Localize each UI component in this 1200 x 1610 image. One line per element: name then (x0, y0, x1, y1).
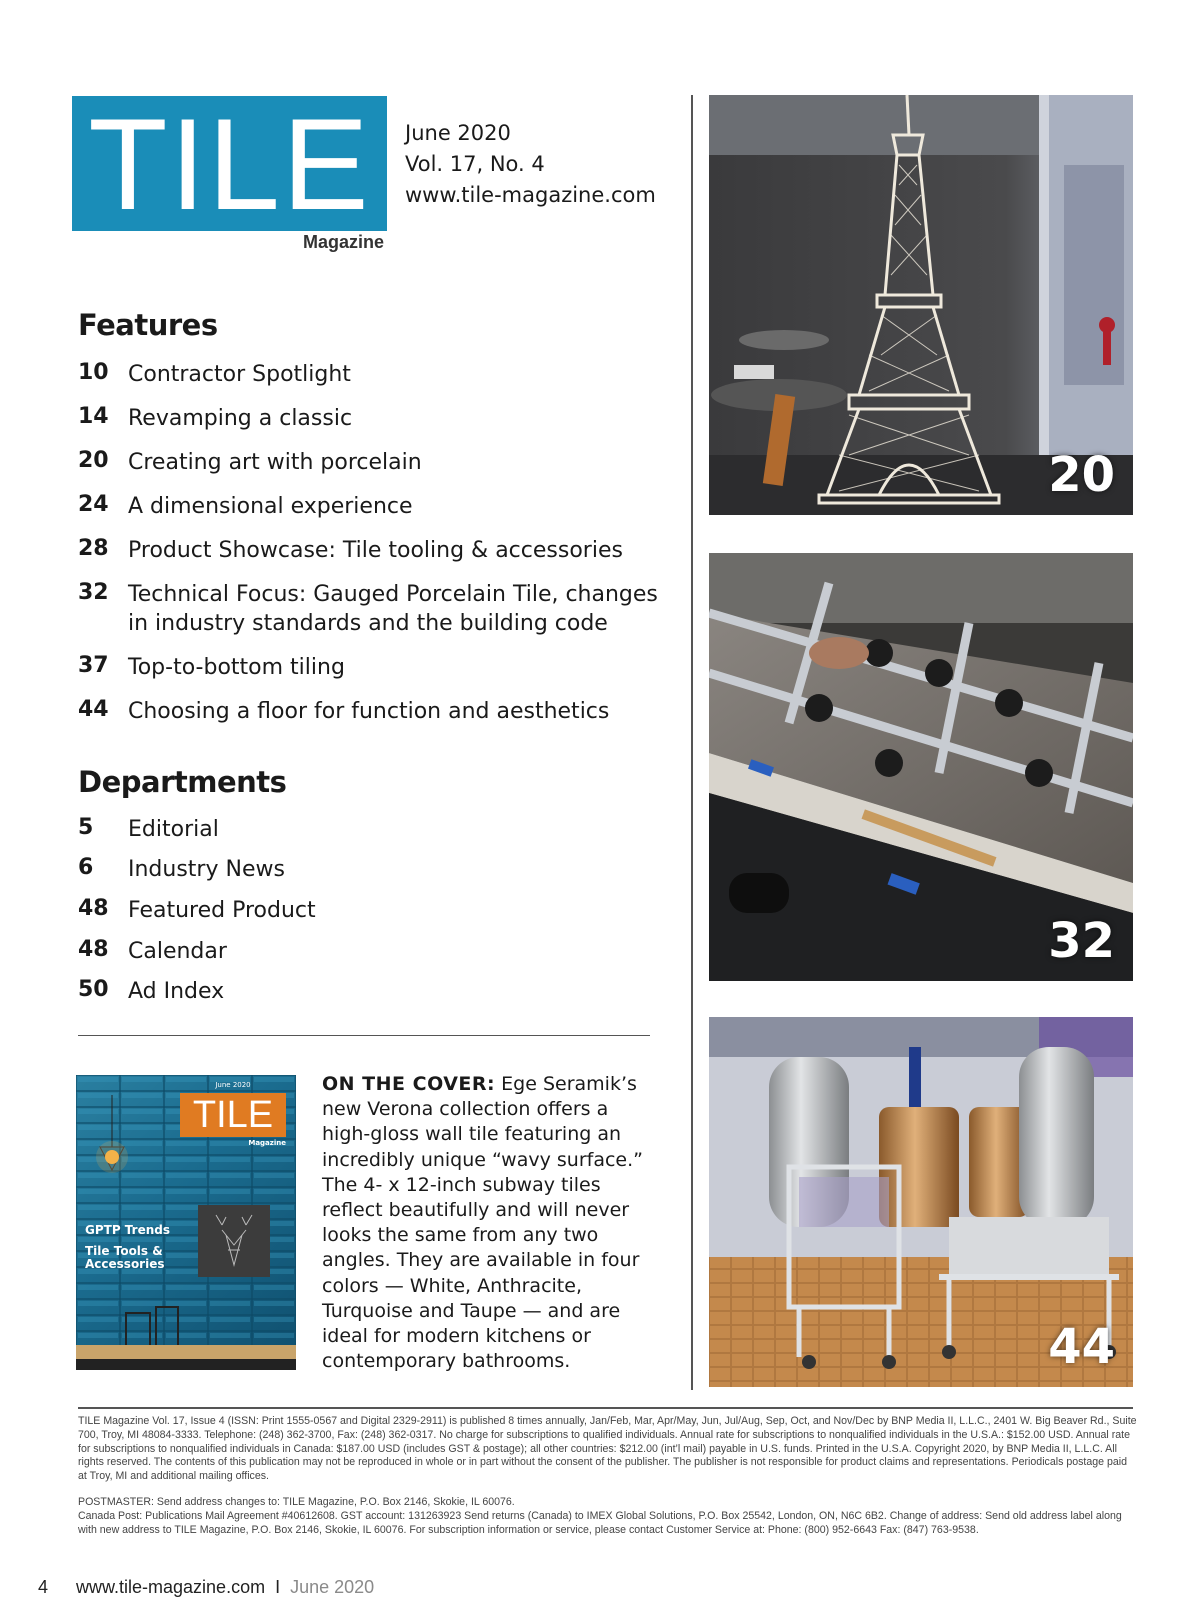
footer-date: June 2020 (290, 1577, 375, 1597)
tile-logo (72, 96, 387, 231)
cover-blurb-body: Ege Seramik’s new Verona collection offers a high-gloss wall tile featuring an incredibly unique “wavy surface.” The 4- x 12-inch subway tiles reflect beautifully and will never looks the same from any two angles. They are available in four colors — White, Anthracite, Turquoise and Taupe — and are ideal for modern kitchens or contemporary bathrooms. (322, 1073, 643, 1373)
canada-post-notice: Canada Post: Publications Mail Agreement #40612608. GST account: 131263923 Send returns (Canada) to IMEX Global Solutions, P.O. Box 25542, London, ON, N6C 6B2. Change of address: Send old address label along with new address to TILE Magazine, P.O. Box 2146, Skokie, IL 60076. For subscription information or service, please contact Customer Service at: Phone: (800) 952-6643 Fax: (847) 763-9538. (78, 1510, 1122, 1536)
toc-label: Technical Focus: Gauged Porcelain Tile, changes in industry standards and the building code (128, 582, 658, 636)
toc-page: 5 (78, 815, 94, 840)
toc-label: Featured Product (128, 898, 316, 923)
logo-subtitle: Magazine (302, 232, 384, 252)
toc-entry[interactable] (78, 896, 678, 925)
toc-entry[interactable] (78, 536, 678, 565)
column-divider (691, 95, 693, 1390)
toc-page: 44 (78, 697, 109, 722)
issue-volume: Vol. 17, No. 4 (405, 152, 545, 176)
photo-tile-installation[interactable] (709, 553, 1133, 981)
cover-blurb-lead: ON THE COVER: (322, 1073, 496, 1095)
toc-entry[interactable] (78, 937, 678, 966)
toc-page: 10 (78, 360, 109, 385)
issue-date: June 2020 (405, 121, 511, 145)
toc-label: Ad Index (128, 979, 225, 1004)
toc-page: 20 (78, 448, 109, 473)
postmaster-notice: POSTMASTER: Send address changes to: TILE Magazine, P.O. Box 2146, Skokie, IL 60076. (78, 1496, 515, 1508)
toc-page: 48 (78, 937, 109, 962)
departments-heading: Departments (78, 765, 287, 799)
toc-entry[interactable] (78, 448, 678, 477)
toc-entry[interactable] (78, 492, 678, 521)
cover-thumbnail[interactable] (76, 1075, 296, 1370)
toc-page: 48 (78, 896, 109, 921)
cover-headline-2: Tile Tools & Accessories (85, 1244, 165, 1271)
issue-info (405, 118, 656, 211)
issue-website[interactable]: www.tile-magazine.com (405, 183, 656, 207)
photo-page-label: 32 (1048, 913, 1115, 969)
toc-entry[interactable] (78, 697, 678, 726)
toc-page: 6 (78, 855, 94, 880)
toc-entry[interactable] (78, 653, 678, 682)
page-number: 4 (38, 1577, 49, 1597)
cover-date: June 2020 (215, 1081, 251, 1089)
footer-divider (78, 1407, 1133, 1409)
logo-text: TILE (88, 96, 371, 231)
toc-page: 28 (78, 536, 109, 561)
toc-entry[interactable] (78, 404, 678, 433)
footer-separator: I (275, 1577, 281, 1597)
toc-page: 24 (78, 492, 109, 517)
toc-page: 37 (78, 653, 109, 678)
footer-site[interactable]: www.tile-magazine.com (76, 1577, 266, 1597)
photo-page-label: 44 (1048, 1319, 1115, 1375)
toc-label: Revamping a classic (128, 406, 353, 431)
cover-headline-1: GPTP Trends (85, 1223, 171, 1237)
toc-label: Creating art with porcelain (128, 450, 422, 475)
toc-label: Contractor Spotlight (128, 362, 351, 387)
photo-eiffel-tower[interactable] (709, 95, 1133, 515)
toc-label: Product Showcase: Tile tooling & accessories (128, 538, 623, 563)
toc-page: 50 (78, 977, 109, 1002)
toc-label: Calendar (128, 939, 227, 964)
toc-page: 32 (78, 580, 109, 605)
publication-notice: TILE Magazine Vol. 17, Issue 4 (ISSN: Print 1555-0567 and Digital 2329-2911) is published 8 times annually, Jan/Feb, Mar, Apr/May, Jun, Jul/Aug, Sep, Oct, and Nov/Dec by BNP Media II, L.L.C., 2401 W. Big Beaver Rd., Suite 700, Troy, MI 48084-3333. Telephone: (248) 362-3700, Fax: (248) 362-0317. No charge for subscriptions to qualified individuals. Annual rate for subscriptions to nonqualified individuals in the U.S.A.: $152.00 USD. Annual rate for subscriptions to nonqualified individuals in Canada: $187.00 USD (includes GST & postage); all other countries: $212.00 (int’l mail) payable in U.S. funds. Printed in the U.S.A. Copyright 2020, by BNP Media II, L.L.C. All rights reserved. The contents of this publication may not be reproduced in whole or in part without the consent of the publisher. The publisher is not responsible for product claims and representations. Periodicals postage paid at Troy, MI and additional mailing offices. (78, 1415, 1137, 1483)
toc-label: A dimensional experience (128, 494, 413, 519)
toc-label: Industry News (128, 857, 285, 882)
cover-logo-sub: Magazine (248, 1139, 286, 1147)
toc-entry[interactable] (78, 977, 678, 1006)
toc-label: Top-to-bottom tiling (128, 655, 345, 680)
features-heading: Features (78, 308, 218, 342)
page-footer (38, 1577, 374, 1598)
section-divider (78, 1035, 650, 1036)
photo-brewery-equipment[interactable] (709, 1017, 1133, 1387)
toc-entry[interactable] (78, 815, 678, 844)
toc-page: 14 (78, 404, 109, 429)
toc-label: Choosing a floor for function and aesthetics (128, 699, 610, 724)
cover-description (322, 1072, 652, 1374)
toc-entry[interactable] (78, 580, 678, 638)
toc-label: Editorial (128, 817, 219, 842)
toc-entry[interactable] (78, 855, 678, 884)
photo-page-label: 20 (1048, 447, 1115, 503)
cover-logo: TILE (192, 1094, 274, 1136)
toc-entry[interactable] (78, 360, 678, 389)
